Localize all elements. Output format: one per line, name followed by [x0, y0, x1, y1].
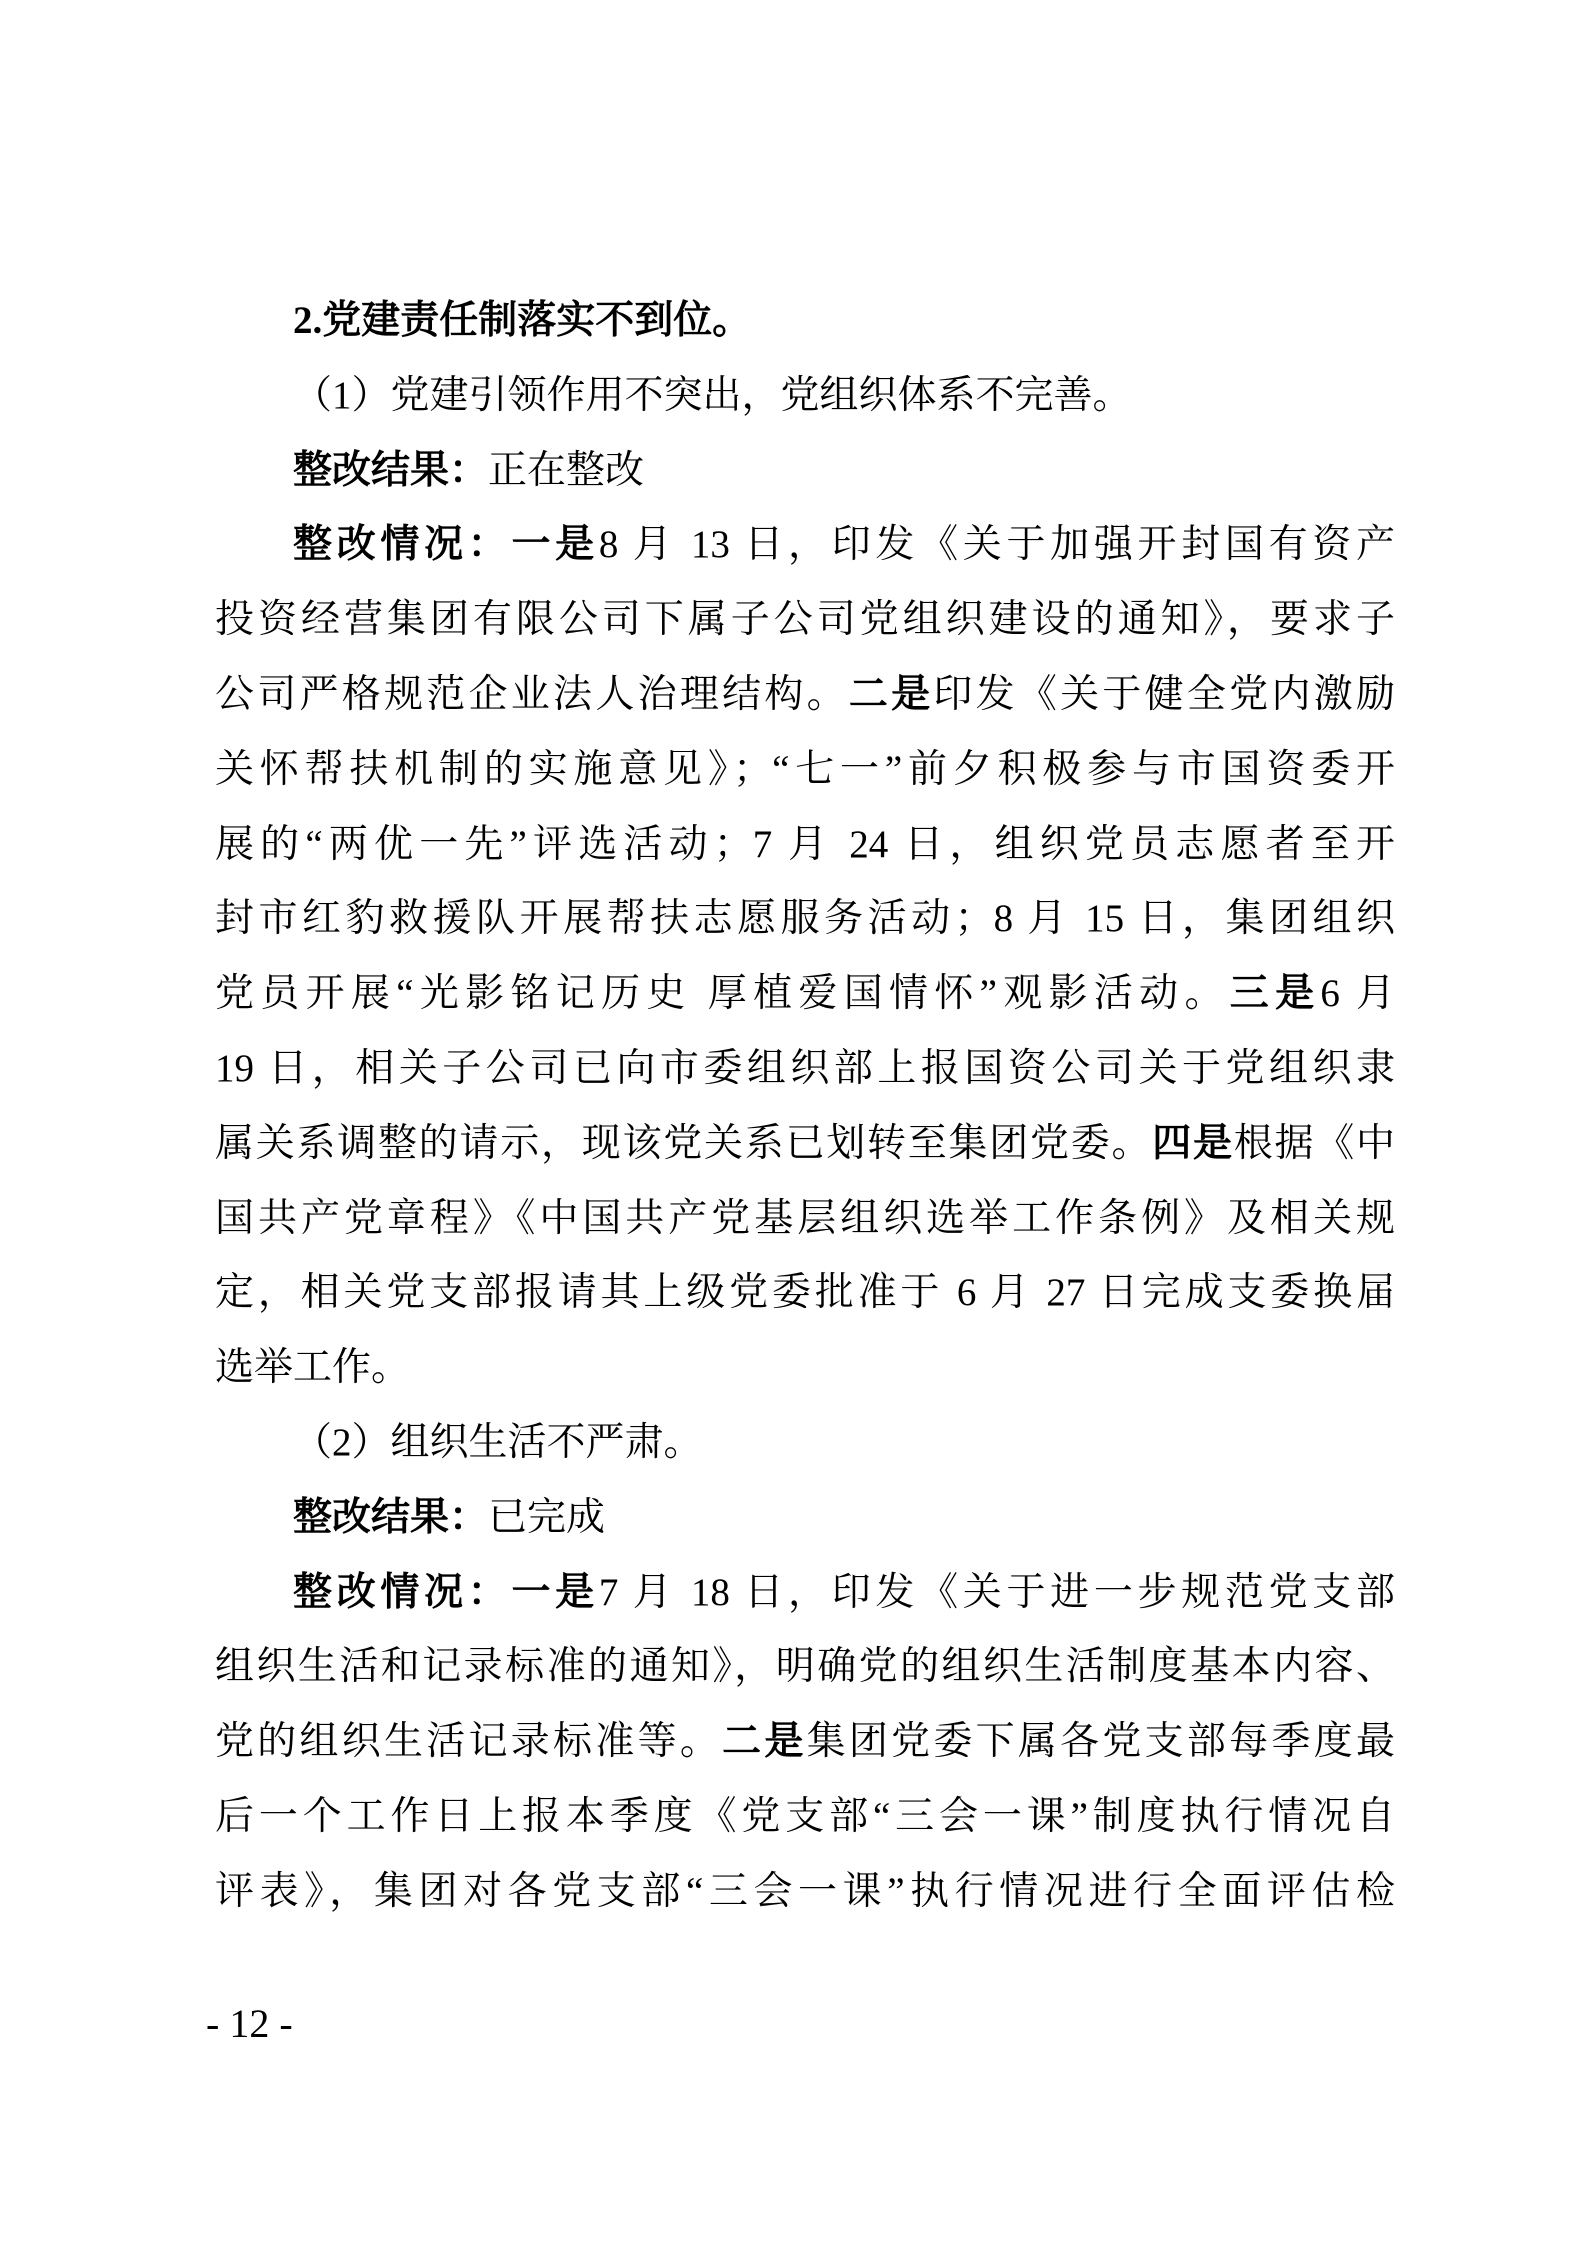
text-run: 根据《中: [1233, 1121, 1395, 1165]
text-run: 展的“两优一先”评选活动；7 月 24 日，组织党员志愿者至开: [215, 822, 1395, 866]
text-run: 整改情况：: [293, 1570, 512, 1614]
text-run: 整改结果：: [293, 1495, 489, 1539]
text-line: [215, 658, 1395, 733]
text-line: [215, 957, 1395, 1032]
text-run: 二是: [848, 672, 934, 716]
text-run: 属关系调整的请示，现该党关系已划转至集团党委。: [215, 1121, 1153, 1165]
page-number: - 12 -: [206, 2001, 293, 2046]
text-run: 定，相关党支部报请其上级党委批准于 6 月 27 日完成支委换届: [215, 1271, 1395, 1315]
text-line: [215, 359, 1395, 434]
text-line: [215, 1556, 1395, 1631]
text-line: [215, 1256, 1395, 1331]
text-run: 集团党委下属各党支部每季度最: [806, 1720, 1395, 1764]
text-run: 选举工作。: [215, 1346, 411, 1390]
text-line: [215, 1630, 1395, 1705]
text-run: 四是: [1152, 1121, 1234, 1165]
text-run: 封市红豹救援队开展帮扶志愿服务活动；8 月 15 日，集团组织: [215, 897, 1395, 941]
text-run: 印发《关于健全党内激励: [933, 672, 1395, 716]
text-run: 一是: [511, 523, 599, 567]
text-run: 评表》，集团对各党支部“三会一课”执行情况进行全面评估检: [215, 1869, 1395, 1913]
text-run: 6 月: [1320, 972, 1395, 1016]
text-run: 2.党建责任制落实不到位。: [293, 299, 752, 342]
text-line: [215, 434, 1395, 509]
text-line: [215, 1481, 1395, 1556]
text-run: 整改情况：: [293, 523, 512, 567]
text-run: （1）党建引领作用不突出，党组织体系不完善。: [293, 373, 1132, 417]
text-line: [215, 284, 1395, 359]
text-line: [215, 733, 1395, 808]
text-line: [215, 1705, 1395, 1780]
text-run: 公司严格规范企业法人治理结构。: [215, 672, 849, 716]
text-run: 后一个工作日上报本季度《党支部“三会一课”制度执行情况自: [215, 1794, 1395, 1838]
text-run: 19 日，相关子公司已向市委组织部上报国资公司关于党组织隶: [215, 1046, 1395, 1090]
text-run: 党员开展“光影铭记历史 厚植爱国情怀”观影活动。: [215, 972, 1230, 1016]
text-line: [215, 1182, 1395, 1257]
text-line: [215, 583, 1395, 658]
text-run: 整改结果：: [293, 448, 489, 492]
text-run: 关怀帮扶机制的实施意见》；“七一”前夕积极参与市国资委开: [215, 747, 1395, 791]
text-run: 党的组织生活记录标准等。: [215, 1720, 723, 1764]
text-run: （2）组织生活不严肃。: [293, 1420, 703, 1464]
text-line: [215, 1107, 1395, 1182]
text-block: [215, 284, 1395, 1930]
text-line: [215, 1032, 1395, 1107]
text-run: 三是: [1229, 972, 1321, 1016]
text-run: 国共产党章程》《中国共产党基层组织选举工作条例》及相关规: [215, 1196, 1395, 1240]
text-line: [215, 1855, 1395, 1930]
text-run: 二是: [722, 1720, 807, 1764]
text-run: 8 月 13 日，印发《关于加强开封国有资产: [598, 523, 1395, 567]
text-line: [215, 808, 1395, 883]
text-run: 投资经营集团有限公司下属子公司党组织建设的通知》，要求子: [215, 598, 1395, 642]
text-line: [215, 1406, 1395, 1481]
text-run: 组织生活和记录标准的通知》，明确党的组织生活制度基本内容、: [215, 1645, 1395, 1689]
text-run: 一是: [511, 1570, 599, 1614]
text-run: 7 月 18 日，印发《关于进一步规范党支部: [598, 1570, 1395, 1614]
text-run: 已完成: [488, 1495, 606, 1539]
text-line: [215, 1780, 1395, 1855]
text-run: 正在整改: [488, 448, 645, 492]
text-line: [215, 882, 1395, 957]
text-line: [215, 508, 1395, 583]
text-line: [215, 1331, 1395, 1406]
